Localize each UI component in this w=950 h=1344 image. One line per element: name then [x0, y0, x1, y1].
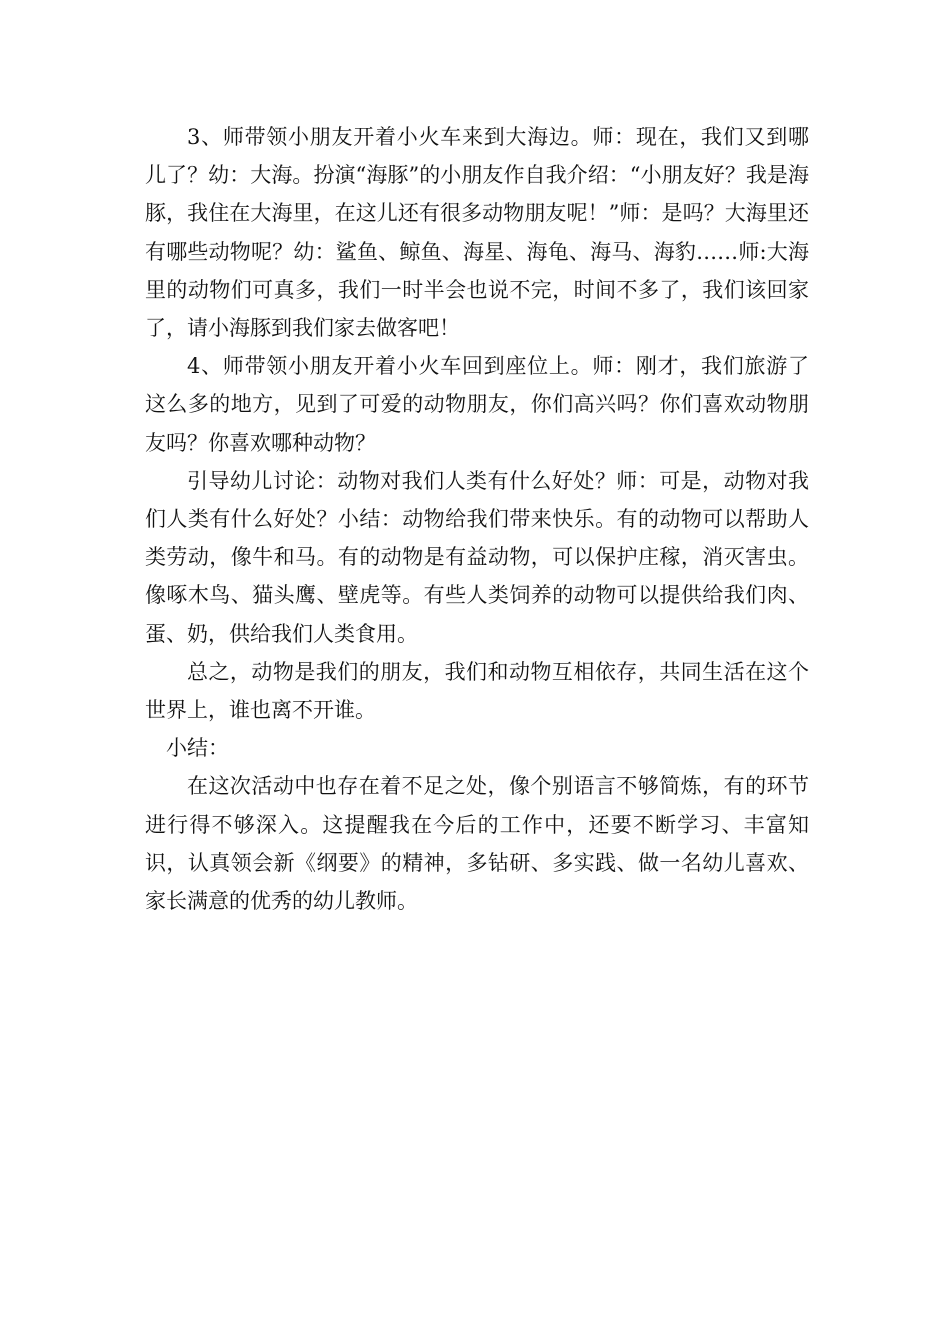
document-page [145, 118, 809, 920]
summary-heading: 小结： [166, 736, 229, 761]
paragraph-discussion: 引导幼儿讨论：动物对我们人类有什么好处？师：可是，动物对我们人类有什么好处？小结：动物给我们带来快乐。有的动物可以帮助人类劳动，像牛和马。有的动物是有益动物，可以保护庄稼，消灭害虫。像啄木鸟、猫头鹰、壁虎等。有些人类饲养的动物可以提供给我们肉、蛋、奶，供给我们人类食用。 [145, 468, 809, 646]
paragraph-conclusion: 总之，动物是我们的朋友，我们和动物互相依存，共同生活在这个世界上，谁也离不开谁。 [145, 659, 809, 723]
paragraph-reflection: 在这次活动中也存在着不足之处，像个别语言不够简炼，有的环节进行得不够深入。这提醒我在今后的工作中，还要不断学习、丰富知识，认真领会新《纲要》的精神，多钻研、多实践、做一名幼儿喜欢、家长满意的优秀的幼儿教师。 [145, 774, 809, 914]
paragraph-seaside-activity: 3、师带领小朋友开着小火车来到大海边。师：现在，我们又到哪儿了？幼：大海。扮演“海豚”的小朋友作自我介绍：“小朋友好？我是海豚，我住在大海里，在这儿还有很多动物朋友呢！”师：是吗？大海里还有哪些动物呢？幼：鲨鱼、鲸鱼、海星、海龟、海马、海豹……师:大海里的动物们可真多，我们一时半会也说不完，时间不多了，我们该回家了，请小海豚到我们家去做客吧！ [145, 125, 809, 341]
paragraph-return-to-seats: 4、师带领小朋友开着小火车回到座位上。师：刚才，我们旅游了这么多的地方，见到了可爱的动物朋友，你们高兴吗？你们喜欢动物朋友吗？你喜欢哪种动物？ [145, 354, 809, 455]
